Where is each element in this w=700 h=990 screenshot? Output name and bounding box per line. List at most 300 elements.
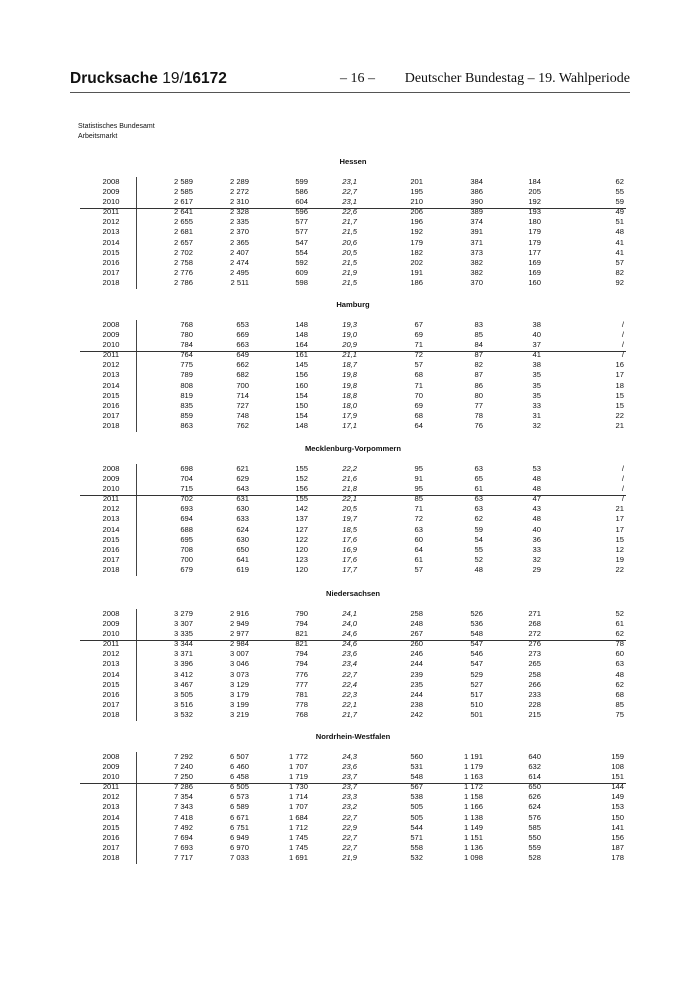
value-cell: 246: [410, 649, 423, 659]
value-cell: 145: [295, 360, 308, 370]
value-cell: 276: [528, 639, 541, 649]
value-cell: 265: [528, 659, 541, 669]
value-cell: 693: [180, 504, 193, 514]
value-cell: 48: [532, 484, 541, 494]
value-cell: 19,8: [342, 370, 357, 380]
year-cell: 2012: [102, 360, 120, 370]
table-row: [80, 258, 626, 268]
value-cell: 152: [295, 474, 308, 484]
value-cell: 2 984: [229, 639, 249, 649]
value-cell: 7 343: [173, 802, 193, 812]
value-cell: 23,6: [342, 649, 357, 659]
value-cell: 22,4: [342, 679, 357, 689]
value-cell: 18,7: [342, 360, 357, 370]
value-cell: 390: [470, 197, 483, 207]
value-cell: 576: [528, 812, 541, 822]
value-cell: 547: [470, 659, 483, 669]
value-cell: 68: [414, 370, 423, 380]
value-cell: 538: [410, 792, 423, 802]
value-cell: 78: [474, 410, 483, 420]
table-row: [80, 609, 626, 619]
value-cell: 2 335: [229, 217, 249, 227]
value-cell: 669: [236, 330, 249, 340]
value-cell: 21: [615, 504, 624, 514]
value-cell: 22,7: [342, 832, 357, 842]
value-cell: 3 396: [173, 659, 193, 669]
value-cell: 150: [611, 812, 624, 822]
value-cell: /: [621, 494, 624, 504]
year-cell: 2013: [102, 659, 120, 669]
year-cell: 2016: [102, 400, 120, 410]
value-cell: 239: [410, 669, 423, 679]
value-cell: 22: [615, 564, 624, 574]
value-cell: 57: [615, 257, 624, 267]
year-cell: 2018: [102, 564, 120, 574]
value-cell: 272: [528, 629, 541, 639]
value-cell: 640: [528, 752, 541, 761]
value-cell: 266: [528, 679, 541, 689]
year-cell: 2009: [102, 187, 120, 197]
table-row: [80, 545, 626, 555]
value-cell: 32: [532, 554, 541, 564]
table-row: [80, 421, 626, 431]
value-cell: 48: [532, 514, 541, 524]
value-cell: 155: [295, 494, 308, 504]
value-cell: 61: [414, 554, 423, 564]
value-cell: 41: [532, 350, 541, 360]
value-cell: 505: [410, 812, 423, 822]
table-row: [80, 360, 626, 370]
value-cell: 268: [528, 619, 541, 629]
value-cell: 154: [295, 410, 308, 420]
value-cell: 558: [410, 842, 423, 852]
value-cell: 7 286: [173, 782, 193, 792]
value-cell: 122: [295, 534, 308, 544]
value-cell: 663: [236, 340, 249, 350]
year-cell: 2014: [102, 237, 120, 247]
value-cell: 23,1: [342, 197, 357, 207]
value-cell: 85: [474, 330, 483, 340]
value-cell: 624: [528, 802, 541, 812]
value-cell: 700: [180, 554, 193, 564]
value-cell: 547: [470, 639, 483, 649]
value-cell: 517: [470, 689, 483, 699]
value-cell: 21,5: [342, 257, 357, 267]
year-cell: 2008: [102, 752, 120, 761]
value-cell: 768: [180, 320, 193, 329]
value-cell: 32: [532, 420, 541, 430]
value-cell: 248: [410, 619, 423, 629]
value-cell: 153: [611, 802, 624, 812]
value-cell: 1 136: [463, 842, 483, 852]
value-cell: /: [621, 340, 624, 350]
value-cell: 2 786: [173, 277, 193, 287]
value-cell: 21,9: [342, 267, 357, 277]
value-cell: 794: [295, 659, 308, 669]
value-cell: 6 970: [229, 842, 249, 852]
value-cell: 150: [295, 400, 308, 410]
value-cell: 631: [236, 494, 249, 504]
value-cell: 53: [532, 464, 541, 473]
value-cell: 238: [410, 699, 423, 709]
value-cell: 544: [410, 822, 423, 832]
table-row: [80, 680, 626, 690]
value-cell: 258: [410, 609, 423, 618]
value-cell: /: [621, 350, 624, 360]
value-cell: 267: [410, 629, 423, 639]
value-cell: 3 307: [173, 619, 193, 629]
value-cell: 23,6: [342, 762, 357, 772]
value-cell: 82: [474, 360, 483, 370]
value-cell: 835: [180, 400, 193, 410]
value-cell: 151: [611, 772, 624, 782]
value-cell: 142: [295, 504, 308, 514]
table-row: [80, 853, 626, 863]
value-cell: 819: [180, 390, 193, 400]
value-cell: 24,1: [342, 609, 357, 618]
year-cell: 2017: [102, 842, 120, 852]
value-cell: 179: [410, 237, 423, 247]
value-cell: 63: [474, 504, 483, 514]
value-cell: 62: [615, 679, 624, 689]
value-cell: 69: [414, 330, 423, 340]
year-cell: 2013: [102, 802, 120, 812]
value-cell: 2 585: [173, 187, 193, 197]
value-cell: 23,3: [342, 792, 357, 802]
table-row: [80, 833, 626, 843]
value-cell: /: [621, 474, 624, 484]
value-cell: 21,5: [342, 277, 357, 287]
year-cell: 2011: [102, 639, 120, 649]
table-row: [80, 659, 626, 669]
value-cell: 22,7: [342, 842, 357, 852]
value-cell: 22,7: [342, 187, 357, 197]
table-body: [80, 177, 626, 288]
value-cell: 2 310: [229, 197, 249, 207]
table-row: [80, 217, 626, 227]
value-cell: 621: [236, 464, 249, 473]
value-cell: 71: [414, 380, 423, 390]
value-cell: 206: [410, 207, 423, 217]
value-cell: 62: [615, 629, 624, 639]
value-cell: 527: [470, 679, 483, 689]
value-cell: 48: [615, 227, 624, 237]
table-row: [80, 752, 626, 762]
year-cell: 2014: [102, 380, 120, 390]
value-cell: 61: [474, 484, 483, 494]
value-cell: 3 516: [173, 699, 193, 709]
value-cell: 36: [532, 534, 541, 544]
value-cell: 1 179: [463, 762, 483, 772]
value-cell: 86: [474, 380, 483, 390]
value-cell: 68: [414, 410, 423, 420]
doc-label: Drucksache: [70, 70, 158, 87]
value-cell: 1 707: [288, 762, 308, 772]
value-cell: 18,5: [342, 524, 357, 534]
value-cell: 123: [295, 554, 308, 564]
value-cell: 242: [410, 709, 423, 719]
value-cell: 95: [414, 484, 423, 494]
doc-number: 16172: [183, 70, 227, 87]
value-cell: 155: [295, 464, 308, 473]
value-cell: 374: [470, 217, 483, 227]
year-cell: 2011: [102, 207, 120, 217]
value-cell: 21,1: [342, 350, 357, 360]
document-number: [70, 70, 227, 88]
value-cell: 24,0: [342, 619, 357, 629]
value-cell: 6 671: [229, 812, 249, 822]
value-cell: 75: [615, 709, 624, 719]
year-cell: 2015: [102, 822, 120, 832]
table-row: [80, 813, 626, 823]
value-cell: 7 717: [173, 852, 193, 862]
value-cell: 577: [295, 217, 308, 227]
value-cell: 72: [414, 514, 423, 524]
table-row: [80, 710, 626, 720]
value-cell: 17,1: [342, 420, 357, 430]
value-cell: 632: [528, 762, 541, 772]
value-cell: 2 370: [229, 227, 249, 237]
value-cell: 6 505: [229, 782, 249, 792]
value-cell: 7 240: [173, 762, 193, 772]
value-cell: 2 916: [229, 609, 249, 618]
table-row: [80, 494, 626, 504]
value-cell: /: [621, 330, 624, 340]
value-cell: 35: [532, 380, 541, 390]
value-cell: 273: [528, 649, 541, 659]
value-cell: 821: [295, 629, 308, 639]
value-cell: 2 589: [173, 177, 193, 186]
value-cell: 529: [470, 669, 483, 679]
value-cell: 626: [528, 792, 541, 802]
value-cell: 41: [615, 247, 624, 257]
value-cell: 3 467: [173, 679, 193, 689]
year-cell: 2012: [102, 649, 120, 659]
value-cell: 778: [295, 699, 308, 709]
year-cell: 2018: [102, 852, 120, 862]
value-cell: 571: [410, 832, 423, 842]
value-cell: 1 151: [463, 832, 483, 842]
value-cell: 679: [180, 564, 193, 574]
value-cell: 609: [295, 267, 308, 277]
value-cell: 60: [414, 534, 423, 544]
table-row: [80, 792, 626, 802]
value-cell: 85: [414, 494, 423, 504]
value-cell: 596: [295, 207, 308, 217]
value-cell: 526: [470, 609, 483, 618]
value-cell: 2 511: [230, 277, 249, 287]
value-cell: 7 694: [173, 832, 193, 842]
year-cell: 2010: [102, 197, 120, 207]
value-cell: 59: [615, 197, 624, 207]
value-cell: 21: [615, 420, 624, 430]
value-cell: 1 730: [288, 782, 308, 792]
value-cell: 3 505: [173, 689, 193, 699]
table-row: [80, 670, 626, 680]
year-cell: 2010: [102, 484, 120, 494]
value-cell: 260: [410, 639, 423, 649]
value-cell: 22,3: [342, 689, 357, 699]
value-cell: 48: [532, 474, 541, 484]
value-cell: 3 219: [229, 709, 249, 719]
value-cell: 65: [474, 474, 483, 484]
value-cell: 84: [474, 340, 483, 350]
value-cell: 20,9: [342, 340, 357, 350]
year-cell: 2015: [102, 390, 120, 400]
year-cell: 2011: [102, 494, 120, 504]
value-cell: 51: [615, 217, 624, 227]
value-cell: 202: [410, 257, 423, 267]
table-row: [80, 411, 626, 421]
value-cell: 23,2: [342, 802, 357, 812]
value-cell: 62: [474, 514, 483, 524]
value-cell: 1 163: [463, 772, 483, 782]
value-cell: 71: [414, 340, 423, 350]
table-row: [80, 700, 626, 710]
value-cell: 258: [528, 669, 541, 679]
table-body: [80, 752, 626, 863]
value-cell: 863: [180, 420, 193, 430]
value-cell: 3 335: [173, 629, 193, 639]
table-row: [80, 535, 626, 545]
table-row: [80, 207, 626, 217]
value-cell: 169: [528, 257, 541, 267]
value-cell: 20,5: [342, 247, 357, 257]
table-row: [80, 340, 626, 350]
section-title: Mecklenburg-Vorpommern: [304, 444, 402, 453]
value-cell: 560: [410, 752, 423, 761]
value-cell: 160: [295, 380, 308, 390]
value-cell: 2 617: [173, 197, 193, 207]
value-cell: 764: [180, 350, 193, 360]
value-cell: 83: [474, 320, 483, 329]
value-cell: 38: [532, 360, 541, 370]
value-cell: 6 460: [229, 762, 249, 772]
value-cell: 371: [470, 237, 483, 247]
value-cell: 2 641: [173, 207, 193, 217]
value-cell: 47: [532, 494, 541, 504]
value-cell: 2 272: [229, 187, 249, 197]
value-cell: 19,3: [342, 320, 357, 329]
value-cell: 6 589: [229, 802, 249, 812]
year-cell: 2014: [102, 524, 120, 534]
value-cell: 391: [470, 227, 483, 237]
value-cell: 40: [532, 330, 541, 340]
value-cell: 192: [528, 197, 541, 207]
page-number: – 16 –: [340, 71, 375, 86]
value-cell: 1 684: [288, 812, 308, 822]
value-cell: 18: [615, 380, 624, 390]
value-cell: 16,9: [342, 544, 357, 554]
value-cell: 180: [528, 217, 541, 227]
value-cell: 63: [474, 494, 483, 504]
table-row: [80, 278, 626, 288]
value-cell: 64: [414, 420, 423, 430]
year-cell: 2010: [102, 629, 120, 639]
value-cell: 510: [470, 699, 483, 709]
value-cell: 201: [410, 177, 423, 186]
value-cell: 7 492: [173, 822, 193, 832]
value-cell: 2 977: [229, 629, 249, 639]
value-cell: 3 344: [173, 639, 193, 649]
table-row: [80, 227, 626, 237]
value-cell: 790: [295, 609, 308, 618]
value-cell: 35: [532, 390, 541, 400]
year-cell: 2016: [102, 544, 120, 554]
value-cell: 17,9: [342, 410, 357, 420]
value-cell: 599: [295, 177, 308, 186]
value-cell: 120: [295, 544, 308, 554]
value-cell: 547: [295, 237, 308, 247]
value-cell: 789: [180, 370, 193, 380]
table-body: [80, 320, 626, 431]
value-cell: 3 073: [229, 669, 249, 679]
value-cell: 35: [532, 370, 541, 380]
table-row: [80, 177, 626, 187]
value-cell: 156: [611, 832, 624, 842]
section-title: Hessen: [339, 157, 367, 166]
table-row: [80, 238, 626, 248]
value-cell: 550: [528, 832, 541, 842]
table-row: [80, 268, 626, 278]
value-cell: 2 657: [173, 237, 193, 247]
value-cell: 22,7: [342, 812, 357, 822]
year-cell: 2016: [102, 689, 120, 699]
value-cell: 72: [414, 350, 423, 360]
value-cell: 76: [474, 420, 483, 430]
year-cell: 2011: [102, 782, 120, 792]
value-cell: 156: [295, 370, 308, 380]
value-cell: 92: [615, 277, 624, 287]
value-cell: 1 138: [463, 812, 483, 822]
year-cell: 2009: [102, 762, 120, 772]
value-cell: 808: [180, 380, 193, 390]
value-cell: 154: [295, 390, 308, 400]
value-cell: 715: [180, 484, 193, 494]
value-cell: 1 745: [288, 832, 308, 842]
value-cell: 775: [180, 360, 193, 370]
value-cell: 17,6: [342, 534, 357, 544]
value-cell: 41: [615, 237, 624, 247]
value-cell: 3 412: [173, 669, 193, 679]
year-cell: 2017: [102, 699, 120, 709]
value-cell: 1 191: [463, 752, 483, 761]
value-cell: 650: [236, 544, 249, 554]
value-cell: 78: [615, 639, 624, 649]
value-cell: 70: [414, 390, 423, 400]
table-row: [80, 690, 626, 700]
section-title: Nordrhein-Westfalen: [315, 732, 391, 741]
value-cell: 3 046: [229, 659, 249, 669]
value-cell: 653: [236, 320, 249, 329]
value-cell: 2 776: [173, 267, 193, 277]
value-cell: 1 158: [463, 792, 483, 802]
year-cell: 2013: [102, 514, 120, 524]
value-cell: 85: [615, 699, 624, 709]
value-cell: 120: [295, 564, 308, 574]
value-cell: 1 172: [463, 782, 483, 792]
institution: Deutscher Bundestag – 19. Wahlperiode: [404, 71, 630, 86]
table-row: [80, 464, 626, 474]
value-cell: 694: [180, 514, 193, 524]
value-cell: 62: [615, 177, 624, 186]
value-cell: 18,8: [342, 390, 357, 400]
value-cell: 2 365: [229, 237, 249, 247]
value-cell: 559: [528, 842, 541, 852]
value-cell: 59: [474, 524, 483, 534]
source-line-1: Statistisches Bundesamt: [78, 123, 155, 130]
value-cell: 548: [470, 629, 483, 639]
